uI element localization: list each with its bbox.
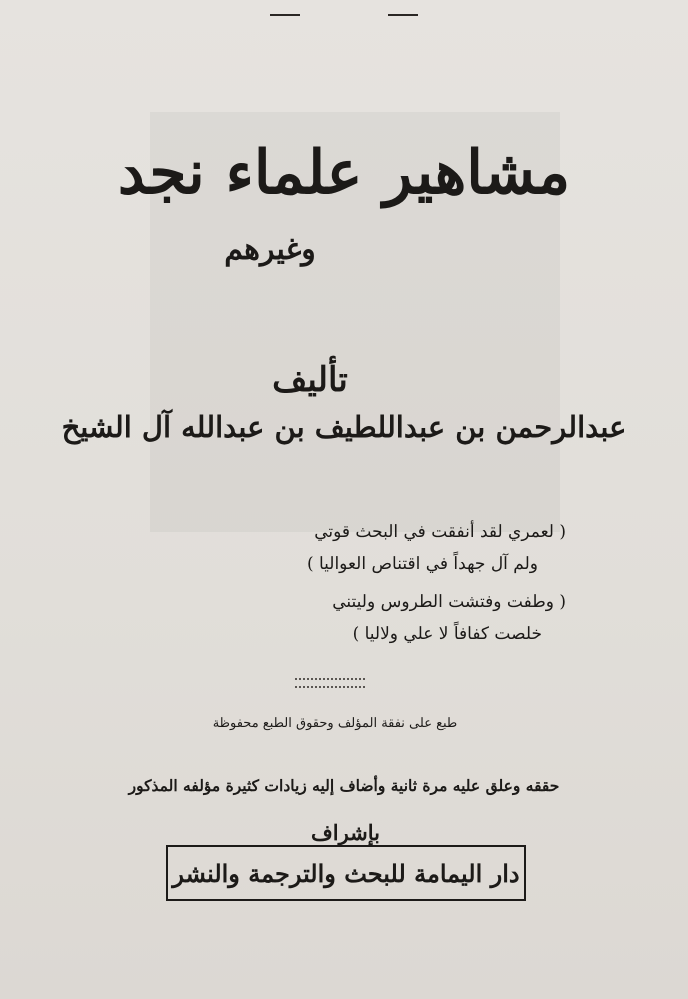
book-subtitle: وغيرهم: [224, 232, 316, 267]
dotted-divider: [295, 686, 365, 688]
publisher-name: دار اليمامة للبحث والترجمة والنشر: [172, 858, 520, 888]
supervision-row: [278, 818, 413, 846]
rights-note: طبع على نفقة المؤلف وحقوق الطبع محفوظة: [212, 716, 458, 731]
authored-by-label: تأليف: [272, 360, 348, 400]
supervision-label: بإشراف: [310, 819, 381, 845]
edition-note: حققه وعلق عليه مرة ثانية وأضاف إليه زيادات كثيرة مؤلفه المذكور: [128, 776, 560, 795]
verse-line-2: ولم آل جهداً في اقتناص العواليا ): [306, 554, 538, 574]
book-title: مشاهير علماء نجد: [117, 138, 571, 208]
supervision-rule-left: [270, 14, 300, 16]
verse-line-3: ( وطفت وفتشت الطروس وليتني: [332, 592, 566, 612]
dotted-divider: [295, 678, 365, 680]
verse-line-4: خلصت كفافاً لا علي ولاليا ): [352, 624, 542, 644]
verse-line-1: ( لعمري لقد أنفقت في البحث قوتي: [314, 522, 566, 542]
author-name: عبدالرحمن بن عبداللطيف بن عبدالله آل الشيخ: [61, 410, 627, 444]
publisher-box: [166, 845, 526, 901]
supervision-rule-right: [388, 14, 418, 16]
